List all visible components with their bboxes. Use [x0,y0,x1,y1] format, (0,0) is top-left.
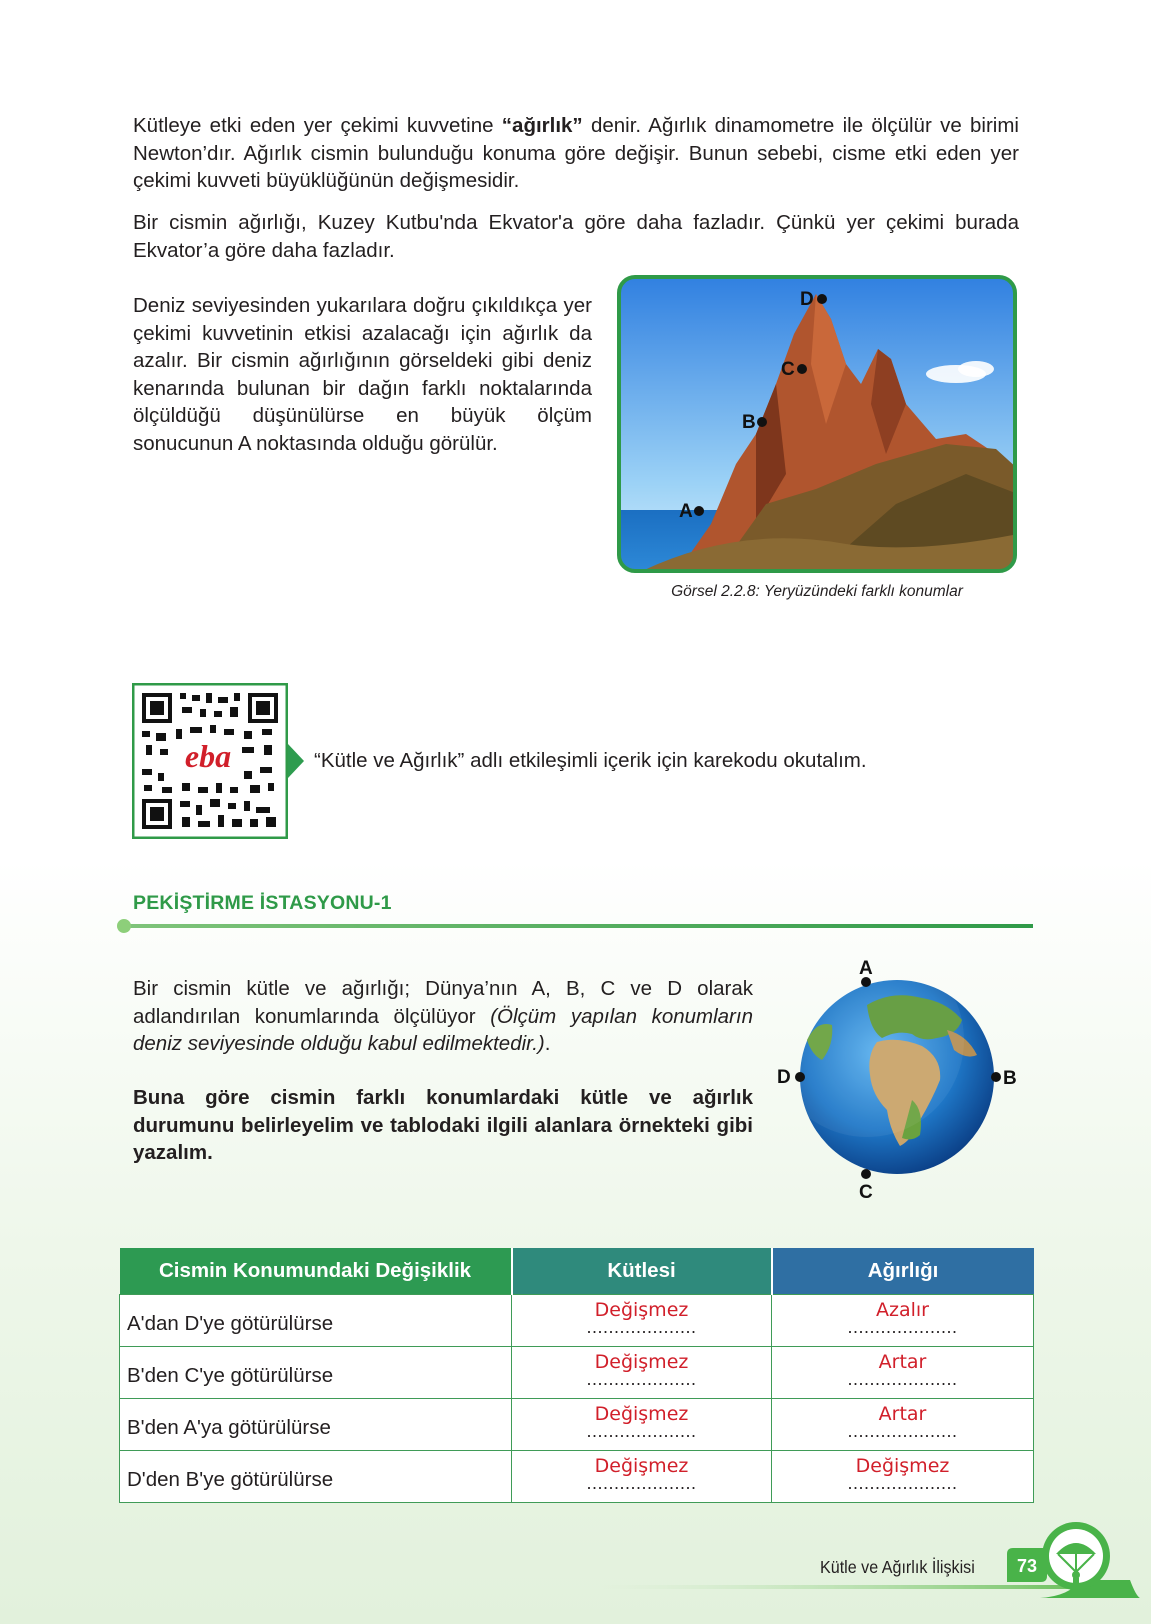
page-number: 73 [1016,1556,1038,1576]
weight-answer-cell[interactable] [772,1347,1034,1399]
mass-answer-cell[interactable] [512,1399,772,1451]
header-mass: Kütlesi [512,1248,772,1295]
point-d-dot [817,294,827,304]
table-header-row [120,1248,1034,1295]
weight-answer: Değişmez [855,1455,950,1477]
mountain-illustration [616,274,1018,574]
mass-answer: Değişmez [594,1455,689,1477]
earth-label-b: B [1003,1068,1017,1089]
earth-label-d: D [777,1067,791,1088]
answer-dots: .................... [847,1421,958,1441]
answer-dots: .................... [586,1317,697,1337]
point-a-dot [694,506,704,516]
mass-answer-cell[interactable] [512,1295,772,1347]
answer-dots: .................... [586,1421,697,1441]
earth-point-b-dot [991,1072,1001,1082]
answer-dots: .................... [586,1369,697,1389]
poles-paragraph: Bir cismin ağırlığı, Kuzey Kutbu'nda Ekvator'a göre daha fazladır. Çünkü yer çekimi burada Ekvator’a göre daha fazladır. [133,211,1019,262]
instruction-paragraph: Buna göre cismin farklı konumlardaki kütle ve ağırlık durumunu belirleyelim ve tablodaki ilgili alanlara örnekteki gibi yazalım. [133,1086,753,1164]
eba-logo-text: eba [184,738,232,774]
point-d-label: D [800,289,814,310]
mass-answer-cell[interactable] [512,1451,772,1503]
task-text: Bir cismin kütle ve ağırlığı; Dünya’nın A, B, C ve D olarak adlandırılan konumlarında ölçülüyor [133,977,753,1028]
weight-answer: Artar [878,1351,927,1373]
earth-illustration [772,950,1030,1206]
answer-dots: .................... [847,1473,958,1493]
mass-answer-cell[interactable] [512,1347,772,1399]
earth-label-a: A [859,958,873,979]
row-change: B'den A'ya götürülürse [120,1399,512,1451]
table-row [120,1451,1034,1503]
point-c-label: C [781,359,795,380]
point-b-label: B [742,412,756,433]
point-b-dot [757,417,767,427]
footer-chapter-title: Kütle ve Ağırlık İlişkisi [820,1557,975,1577]
row-change: A'dan D'ye götürülürse [120,1295,512,1347]
weight-answer-cell[interactable] [772,1399,1034,1451]
parachute-logo-icon [1040,1520,1140,1600]
earth-label-c: C [859,1182,873,1203]
mass-answer: Değişmez [594,1299,689,1321]
earth-point-c-dot [861,1169,871,1179]
qr-instruction: “Kütle ve Ağırlık” adlı etkileşimli içerik için karekodu okutalım. [314,749,867,772]
table-row [120,1347,1034,1399]
task-paragraph [133,975,753,1058]
answer-dots: .................... [847,1317,958,1337]
answer-table [119,1248,1034,1503]
header-change: Cismin Konumundaki Değişiklik [120,1248,512,1295]
intro-text: Kütleye etki eden yer çekimi kuvvetine [133,114,502,137]
agirlik-term: “ağırlık” [501,114,583,137]
mass-answer: Değişmez [594,1403,689,1425]
figure-caption: Görsel 2.2.8: Yeryüzündeki farklı konumlar [671,583,963,600]
weight-answer: Azalır [876,1299,929,1321]
row-change: D'den B'ye götürülürse [120,1451,512,1503]
intro-text-continued: denir. Ağırlık dinamometre ile ölçülür ve birimi Newton’dır. Ağırlık cismin bulunduğu konuma göre değişir. Bunun sebebi, cisme etki eden yer çekimi kuvveti büyüklüğünün değişmesidir. [133,114,1019,192]
table-row [120,1399,1034,1451]
point-a-label: A [679,501,693,522]
altitude-paragraph: Deniz seviyesinden yukarılara doğru çıkıldıkça yer çekimi kuvvetinin etkisi azalacağı için ağırlık da azalır. Bir cismin ağırlığının görseldeki gibi deniz kenarında bulunan bir dağın farklı noktalarında ölçüldüğü düşünülürse en büyük ölçüm sonucunun A noktasında olduğu görülür. [133,294,592,455]
header-weight: Ağırlığı [772,1248,1034,1295]
weight-answer: Artar [878,1403,927,1425]
row-change: B'den C'ye götürülürse [120,1347,512,1399]
footer-divider [600,1585,1070,1589]
section-divider [116,918,1033,936]
intro-paragraph [133,112,1019,195]
task-note: (Ölçüm yapılan konumların deniz seviyesinde olduğu kabul edilmektedir.) [133,1004,753,1055]
qr-code[interactable] [132,683,288,839]
page-number-badge [1007,1548,1047,1582]
earth-point-d-dot [795,1072,805,1082]
point-c-dot [797,364,807,374]
weight-answer-cell[interactable] [772,1451,1034,1503]
qr-pointer-icon [288,744,304,778]
answer-dots: .................... [586,1473,697,1493]
task-end: . [544,1032,551,1055]
table-row [120,1295,1034,1347]
mass-answer: Değişmez [594,1351,689,1373]
weight-answer-cell[interactable] [772,1295,1034,1347]
section-title: PEKİŞTİRME İSTASYONU-1 [133,892,392,914]
answer-dots: .................... [847,1369,958,1389]
